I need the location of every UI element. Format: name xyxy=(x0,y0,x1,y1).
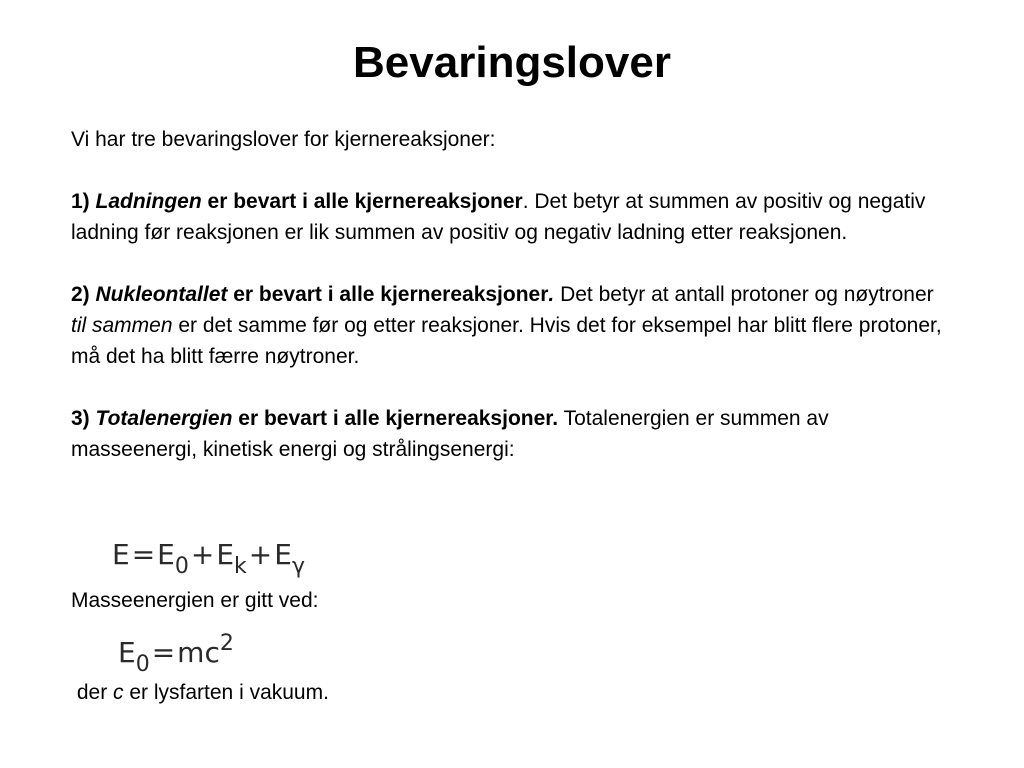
formula-superscript: 2 xyxy=(219,631,234,656)
law-1-number: 1) xyxy=(71,190,96,213)
slide-body xyxy=(71,124,951,465)
law-1-text: . Det betyr at summen av positiv og negativ ladning før reaksjonen er lik summen av positiv og negativ ladning etter reaksjonen. xyxy=(71,190,926,244)
formula-symbol: E xyxy=(216,538,235,571)
law-1-statement: er bevart i alle kjernereaksjoner xyxy=(201,190,523,213)
law-2-number: 2) xyxy=(71,283,96,306)
spacer xyxy=(71,155,951,186)
law-2-text-b: er det samme før og etter reaksjoner. Hvis det for eksempel har blitt flere protoner, må det ha blitt færre nøytroner. xyxy=(71,314,942,368)
speed-of-light-note xyxy=(71,677,329,708)
law-3-term: Totalenergien xyxy=(95,407,233,430)
mass-energy-formula xyxy=(118,627,234,682)
law-3-statement: er bevart i alle kjernereaksjoner. xyxy=(232,407,559,430)
formula-symbol: E xyxy=(112,538,130,571)
spacer xyxy=(71,372,951,403)
spacer xyxy=(71,248,951,279)
note-text: er lysfarten i vakuum. xyxy=(123,681,329,704)
law-2-text-a: Det betyr at antall protoner og nøytroner xyxy=(554,283,934,306)
formula-symbol: E xyxy=(157,538,175,571)
formula-symbol: E xyxy=(118,636,136,669)
law-3-text: Totalenergien er summen av masseenergi, kinetisk energi og strålingsenergi: xyxy=(71,407,829,461)
law-2-dot: . xyxy=(548,283,555,306)
formula-symbol: mc xyxy=(177,636,220,669)
formula-subscript: 0 xyxy=(174,554,189,579)
formula-symbol: + xyxy=(248,538,273,571)
law-2-term: Nukleontallet xyxy=(95,283,228,306)
law-1 xyxy=(71,186,951,248)
law-3 xyxy=(71,403,951,465)
law-2-statement: er bevart i alle kjernereaksjoner xyxy=(227,283,549,306)
intro-text: Vi har tre bevaringslover for kjernereaksjoner: xyxy=(71,128,496,151)
total-energy-formula xyxy=(112,538,305,584)
slide-title: Bevaringslover xyxy=(353,38,671,87)
law-3-number: 3) xyxy=(71,407,96,430)
law-2-emphasis: til sammen xyxy=(71,314,173,337)
note-text: der xyxy=(71,681,114,704)
formula-subscript: k xyxy=(234,554,247,579)
formula-symbol: E xyxy=(274,538,292,571)
formula-symbol: + xyxy=(190,538,215,571)
formula-subscript: 0 xyxy=(135,652,150,677)
note-variable: c xyxy=(113,681,124,704)
formula-symbol: = xyxy=(151,636,176,669)
law-2 xyxy=(71,279,951,372)
formula-symbol: = xyxy=(131,538,156,571)
law-1-term: Ladningen xyxy=(95,190,202,213)
mass-energy-label: Masseenergien er gitt ved: xyxy=(71,589,319,612)
formula-subscript: γ xyxy=(291,554,305,579)
